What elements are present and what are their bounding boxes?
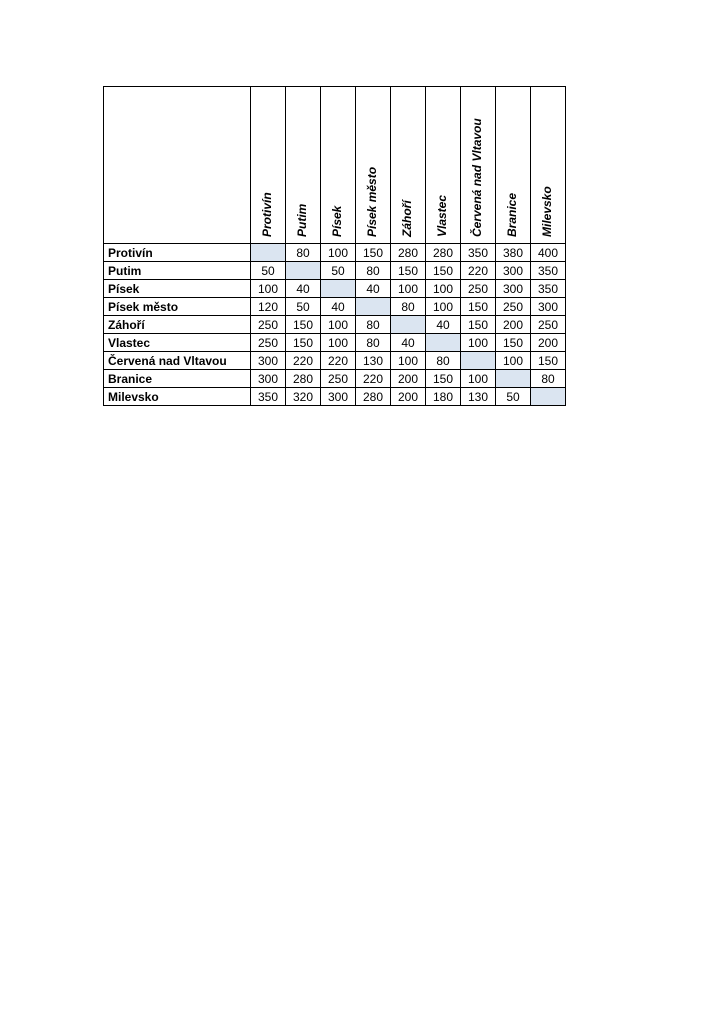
distance-cell: 300 — [251, 352, 286, 370]
diagonal-cell — [531, 388, 566, 406]
distance-cell: 280 — [356, 388, 391, 406]
column-header-label: Putim — [295, 203, 309, 237]
distance-cell: 350 — [461, 244, 496, 262]
column-header-label: Vlastec — [435, 194, 449, 237]
column-header-label: Protivín — [260, 192, 274, 237]
distance-cell: 150 — [286, 334, 321, 352]
table-row — [104, 280, 566, 298]
distance-cell: 100 — [426, 280, 461, 298]
column-header-label: Záhoří — [400, 200, 414, 237]
distance-cell: 280 — [391, 244, 426, 262]
table-row — [104, 388, 566, 406]
diagonal-cell — [251, 244, 286, 262]
distance-cell: 80 — [391, 298, 426, 316]
distance-cell: 100 — [461, 334, 496, 352]
distance-cell: 200 — [391, 370, 426, 388]
distance-cell: 100 — [391, 352, 426, 370]
distance-cell: 300 — [496, 280, 531, 298]
column-header — [391, 87, 426, 244]
distance-cell: 40 — [286, 280, 321, 298]
distance-cell: 80 — [426, 352, 461, 370]
row-header: Vlastec — [104, 334, 251, 352]
table-row — [104, 334, 566, 352]
distance-cell: 350 — [531, 280, 566, 298]
column-header — [531, 87, 566, 244]
distance-cell: 80 — [356, 262, 391, 280]
distance-cell: 300 — [496, 262, 531, 280]
column-header — [356, 87, 391, 244]
distance-cell: 80 — [286, 244, 321, 262]
table-row — [104, 316, 566, 334]
distance-cell: 80 — [356, 334, 391, 352]
row-header: Protivín — [104, 244, 251, 262]
distance-cell: 100 — [461, 370, 496, 388]
column-header — [321, 87, 356, 244]
table-row — [104, 370, 566, 388]
distance-cell: 40 — [321, 298, 356, 316]
distance-cell: 80 — [531, 370, 566, 388]
distance-cell: 250 — [496, 298, 531, 316]
distance-cell: 320 — [286, 388, 321, 406]
distance-cell: 150 — [286, 316, 321, 334]
distance-cell: 380 — [496, 244, 531, 262]
distance-cell: 50 — [321, 262, 356, 280]
distance-cell: 80 — [356, 316, 391, 334]
distance-cell: 180 — [426, 388, 461, 406]
row-header: Červená nad Vltavou — [104, 352, 251, 370]
diagonal-cell — [426, 334, 461, 352]
row-header: Milevsko — [104, 388, 251, 406]
distance-cell: 400 — [531, 244, 566, 262]
distance-cell: 220 — [286, 352, 321, 370]
column-header — [286, 87, 321, 244]
row-header: Putim — [104, 262, 251, 280]
column-header-label: Branice — [505, 192, 519, 237]
distance-cell: 150 — [461, 316, 496, 334]
distance-cell: 100 — [496, 352, 531, 370]
distance-cell: 250 — [531, 316, 566, 334]
distance-cell: 40 — [356, 280, 391, 298]
distance-cell: 300 — [321, 388, 356, 406]
column-header-label: Červená nad Vltavou — [470, 118, 484, 237]
distance-cell: 150 — [531, 352, 566, 370]
distance-cell: 100 — [391, 280, 426, 298]
row-header: Písek město — [104, 298, 251, 316]
distance-cell: 220 — [356, 370, 391, 388]
distance-cell: 130 — [356, 352, 391, 370]
distance-cell: 130 — [461, 388, 496, 406]
distance-cell: 150 — [461, 298, 496, 316]
distance-table — [103, 86, 566, 406]
distance-cell: 200 — [496, 316, 531, 334]
distance-cell: 50 — [496, 388, 531, 406]
distance-cell: 250 — [251, 316, 286, 334]
distance-cell: 250 — [461, 280, 496, 298]
distance-cell: 300 — [531, 298, 566, 316]
distance-cell: 100 — [426, 298, 461, 316]
distance-cell: 120 — [251, 298, 286, 316]
distance-cell: 150 — [356, 244, 391, 262]
distance-cell: 150 — [426, 262, 461, 280]
diagonal-cell — [496, 370, 531, 388]
distance-cell: 50 — [251, 262, 286, 280]
distance-cell: 150 — [391, 262, 426, 280]
row-header: Branice — [104, 370, 251, 388]
table-row — [104, 352, 566, 370]
distance-cell: 350 — [531, 262, 566, 280]
distance-cell: 100 — [321, 334, 356, 352]
distance-cell: 150 — [426, 370, 461, 388]
column-header — [461, 87, 496, 244]
distance-cell: 200 — [531, 334, 566, 352]
column-header-label: Písek město — [365, 166, 379, 237]
distance-cell: 280 — [426, 244, 461, 262]
column-header — [426, 87, 461, 244]
distance-cell: 350 — [251, 388, 286, 406]
distance-cell: 300 — [251, 370, 286, 388]
table-row — [104, 244, 566, 262]
distance-cell: 100 — [251, 280, 286, 298]
distance-cell: 100 — [321, 316, 356, 334]
header-row — [104, 87, 566, 244]
distance-cell: 250 — [321, 370, 356, 388]
diagonal-cell — [461, 352, 496, 370]
distance-cell: 50 — [286, 298, 321, 316]
corner-cell — [104, 87, 251, 244]
column-header — [251, 87, 286, 244]
diagonal-cell — [286, 262, 321, 280]
distance-cell: 40 — [426, 316, 461, 334]
column-header-label: Milevsko — [540, 186, 554, 237]
column-header — [496, 87, 531, 244]
distance-cell: 40 — [391, 334, 426, 352]
diagonal-cell — [321, 280, 356, 298]
distance-cell: 280 — [286, 370, 321, 388]
row-header: Záhoří — [104, 316, 251, 334]
distance-cell: 220 — [321, 352, 356, 370]
row-header: Písek — [104, 280, 251, 298]
diagonal-cell — [356, 298, 391, 316]
distance-cell: 220 — [461, 262, 496, 280]
table-row — [104, 262, 566, 280]
distance-cell: 200 — [391, 388, 426, 406]
column-header-label: Písek — [330, 205, 344, 237]
distance-cell: 100 — [321, 244, 356, 262]
distance-cell: 250 — [251, 334, 286, 352]
distance-cell: 150 — [496, 334, 531, 352]
table-row — [104, 298, 566, 316]
diagonal-cell — [391, 316, 426, 334]
